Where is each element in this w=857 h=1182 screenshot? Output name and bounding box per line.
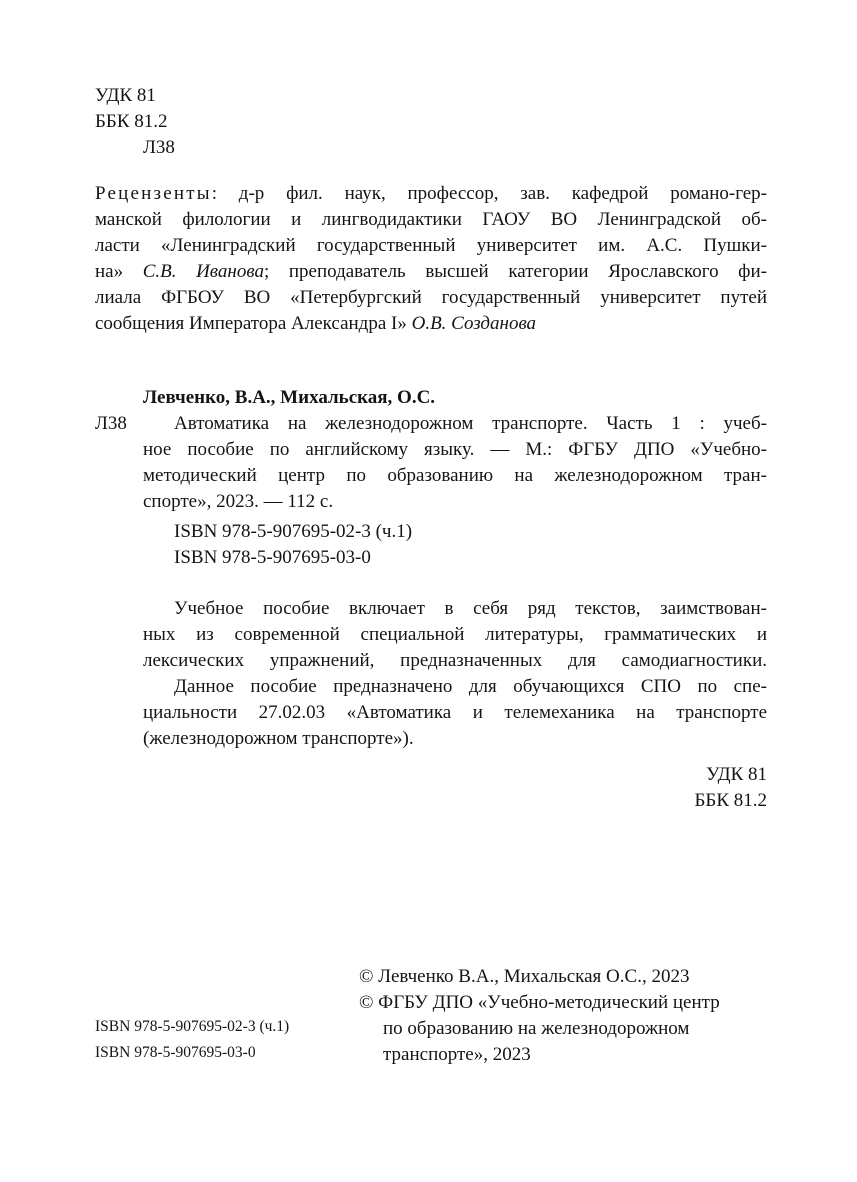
author-mark: Л38 bbox=[143, 137, 175, 158]
bottom-isbn-1: ISBN 978-5-907695-02-3 (ч.1) bbox=[95, 1018, 290, 1035]
bib-line-2: ное пособие по английскому языку. — М.: ФГБУ ДПО «Учебно- bbox=[143, 439, 767, 460]
annotation-p2-line-2: циальности 27.02.03 «Автоматика и телемеханика на транспорте bbox=[143, 702, 767, 723]
footer-bbk-code: ББК 81.2 bbox=[694, 790, 767, 811]
reviewer-name-2: О.В. Созданова bbox=[411, 313, 537, 334]
bib-authors: Левченко, В.А., Михальская, О.С. bbox=[143, 387, 436, 408]
udk-code: УДК 81 bbox=[95, 85, 156, 106]
copyright-line-4: транспорте», 2023 bbox=[383, 1044, 531, 1065]
reviewers-line-5: лиала ФГБОУ ВО «Петербургский государственный университет путей bbox=[95, 287, 767, 308]
bib-line-1: Автоматика на железнодорожном транспорте. Часть 1 : учеб- bbox=[174, 413, 767, 434]
annotation-p1-line-2: ных из современной специальной литературы, грамматических и bbox=[143, 624, 767, 645]
bib-mark: Л38 bbox=[95, 413, 127, 434]
bbk-code: ББК 81.2 bbox=[95, 111, 168, 132]
copyright-line-1: © Левченко В.А., Михальская О.С., 2023 bbox=[359, 966, 690, 987]
bottom-isbn-2: ISBN 978-5-907695-03-0 bbox=[95, 1044, 256, 1061]
reviewers-line-2: манской филологии и лингводидактики ГАОУ ВО Ленинградской об- bbox=[95, 209, 767, 230]
copyright-line-2: © ФГБУ ДПО «Учебно-методический центр bbox=[359, 992, 720, 1013]
reviewer-name-1: С.В. Иванова bbox=[142, 261, 264, 282]
annotation-p1-line-3: лексических упражнений, предназначенных для самодиагностики. bbox=[143, 650, 767, 671]
reviewers-line-3: ласти «Ленинградский государственный университет им. А.С. Пушки- bbox=[95, 235, 767, 256]
copyright-line-3: по образованию на железнодорожном bbox=[383, 1018, 690, 1039]
bib-isbn-2: ISBN 978-5-907695-03-0 bbox=[174, 547, 371, 568]
annotation-p1-line-1: Учебное пособие включает в себя ряд текстов, заимствован- bbox=[174, 598, 767, 619]
footer-udk-code: УДК 81 bbox=[706, 764, 767, 785]
bib-line-3: методический центр по образованию на железнодорожном тран- bbox=[143, 465, 767, 486]
reviewers-line-6: сообщения Императора Александра I» О.В. Созданова bbox=[95, 313, 537, 334]
reviewers-label: Рецензенты bbox=[95, 183, 212, 204]
reviewers-line-4: на» С.В. Иванова; преподаватель высшей категории Ярославского фи- bbox=[95, 261, 767, 282]
annotation-p2-line-3: (железнодорожном транспорте»). bbox=[143, 728, 414, 749]
bib-isbn-1: ISBN 978-5-907695-02-3 (ч.1) bbox=[174, 521, 413, 542]
bib-line-4: спорте», 2023. — 112 с. bbox=[143, 491, 334, 512]
annotation-p2-line-1: Данное пособие предназначено для обучающихся СПО по спе- bbox=[174, 676, 767, 697]
reviewers-line-1: Рецензенты: д-р фил. наук, профессор, зав. кафедрой романо-гер- bbox=[95, 183, 767, 204]
